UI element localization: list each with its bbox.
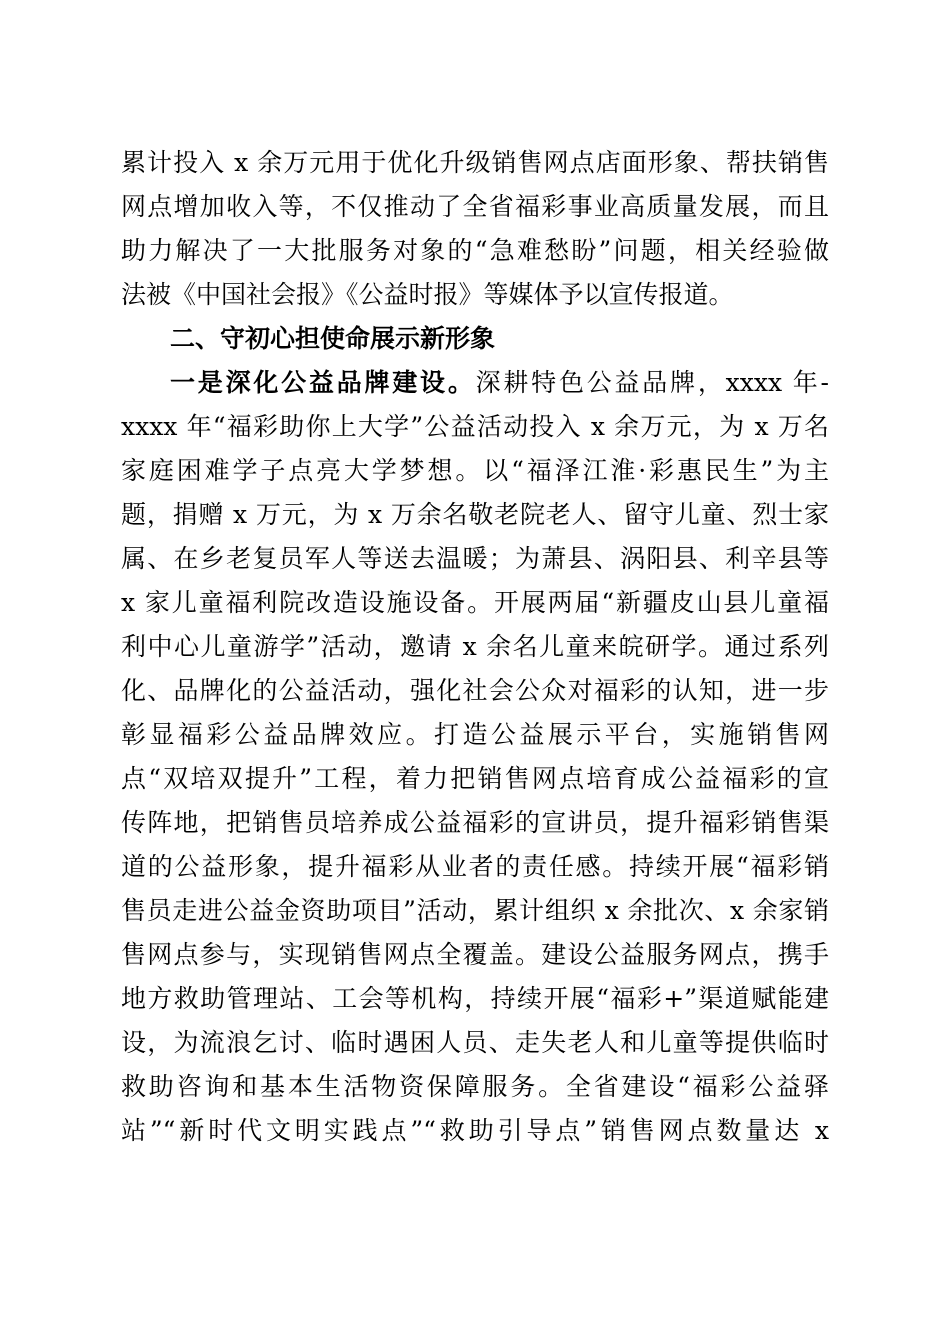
paragraph-2-first-line-rest: 深耕特色公益品牌，xxxx 年- (475, 368, 829, 397)
paragraph-2-line: 地方救助管理站、工会等机构，持续开展“福彩+”渠道赋能建 (121, 984, 829, 1013)
paragraph-2-line-1 (170, 363, 829, 403)
paragraph-2-line: 救助咨询和基本生活物资保障服务。全省建设“福彩公益驿 (121, 1072, 829, 1101)
paragraph-1-line-4: 法被《中国社会报》《公益时报》等媒体予以宣传报道。 (121, 280, 734, 309)
paragraph-2-line: 彰显福彩公益品牌效应。打造公益展示平台，实施销售网 (121, 720, 829, 749)
paragraph-2-line: 题，捐赠 x 万元，为 x 万余名敬老院老人、留守儿童、烈士家 (121, 500, 829, 529)
paragraph-2-line: 道的公益形象，提升福彩从业者的责任感。持续开展“福彩销 (121, 852, 829, 881)
paragraph-2-line: 属、在乡老复员军人等送去温暖；为萧县、涡阳县、利辛县等 (121, 544, 829, 573)
paragraph-2-line: 点“双培双提升”工程，着力把销售网点培育成公益福彩的宣 (121, 764, 829, 793)
paragraph-2-line: x 家儿童福利院改造设施设备。开展两届“新疆皮山县儿童福 (121, 588, 829, 617)
paragraph-2-line: 售员走进公益金资助项目”活动，累计组织 x 余批次、x 余家销 (121, 896, 829, 925)
paragraph-2-line: 化、品牌化的公益活动，强化社会公众对福彩的认知，进一步 (121, 676, 829, 705)
paragraph-2-line: 利中心儿童游学”活动，邀请 x 余名儿童来皖研学。通过系列 (121, 632, 829, 661)
paragraph-2-line: 售网点参与，实现销售网点全覆盖。建设公益服务网点，携手 (121, 940, 829, 969)
paragraph-2-lead: 一是深化公益品牌建设。 (170, 368, 476, 397)
paragraph-1-line-2: 网点增加收入等，不仅推动了全省福彩事业高质量发展，而且 (121, 192, 829, 221)
paragraph-1-line-3: 助力解决了一大批服务对象的“急难愁盼”问题，相关经验做 (121, 236, 829, 265)
paragraph-2-line: 家庭困难学子点亮大学梦想。以“福泽江淮·彩惠民生”为主 (121, 456, 829, 485)
paragraph-2-line: xxxx 年“福彩助你上大学”公益活动投入 x 余万元，为 x 万名 (121, 412, 829, 441)
paragraph-2-line: 设，为流浪乞讨、临时遇困人员、走失老人和儿童等提供临时 (121, 1028, 829, 1057)
paragraph-1-line-1: 累计投入 x 余万元用于优化升级销售网点店面形象、帮扶销售 (121, 148, 829, 177)
paragraph-2-line: 传阵地，把销售员培养成公益福彩的宣讲员，提升福彩销售渠 (121, 808, 829, 837)
section-heading: 二、守初心担使命展示新形象 (170, 324, 496, 353)
paragraph-2-line: 站”“新时代文明实践点”“救助引导点”销售网点数量达 x (121, 1116, 829, 1145)
